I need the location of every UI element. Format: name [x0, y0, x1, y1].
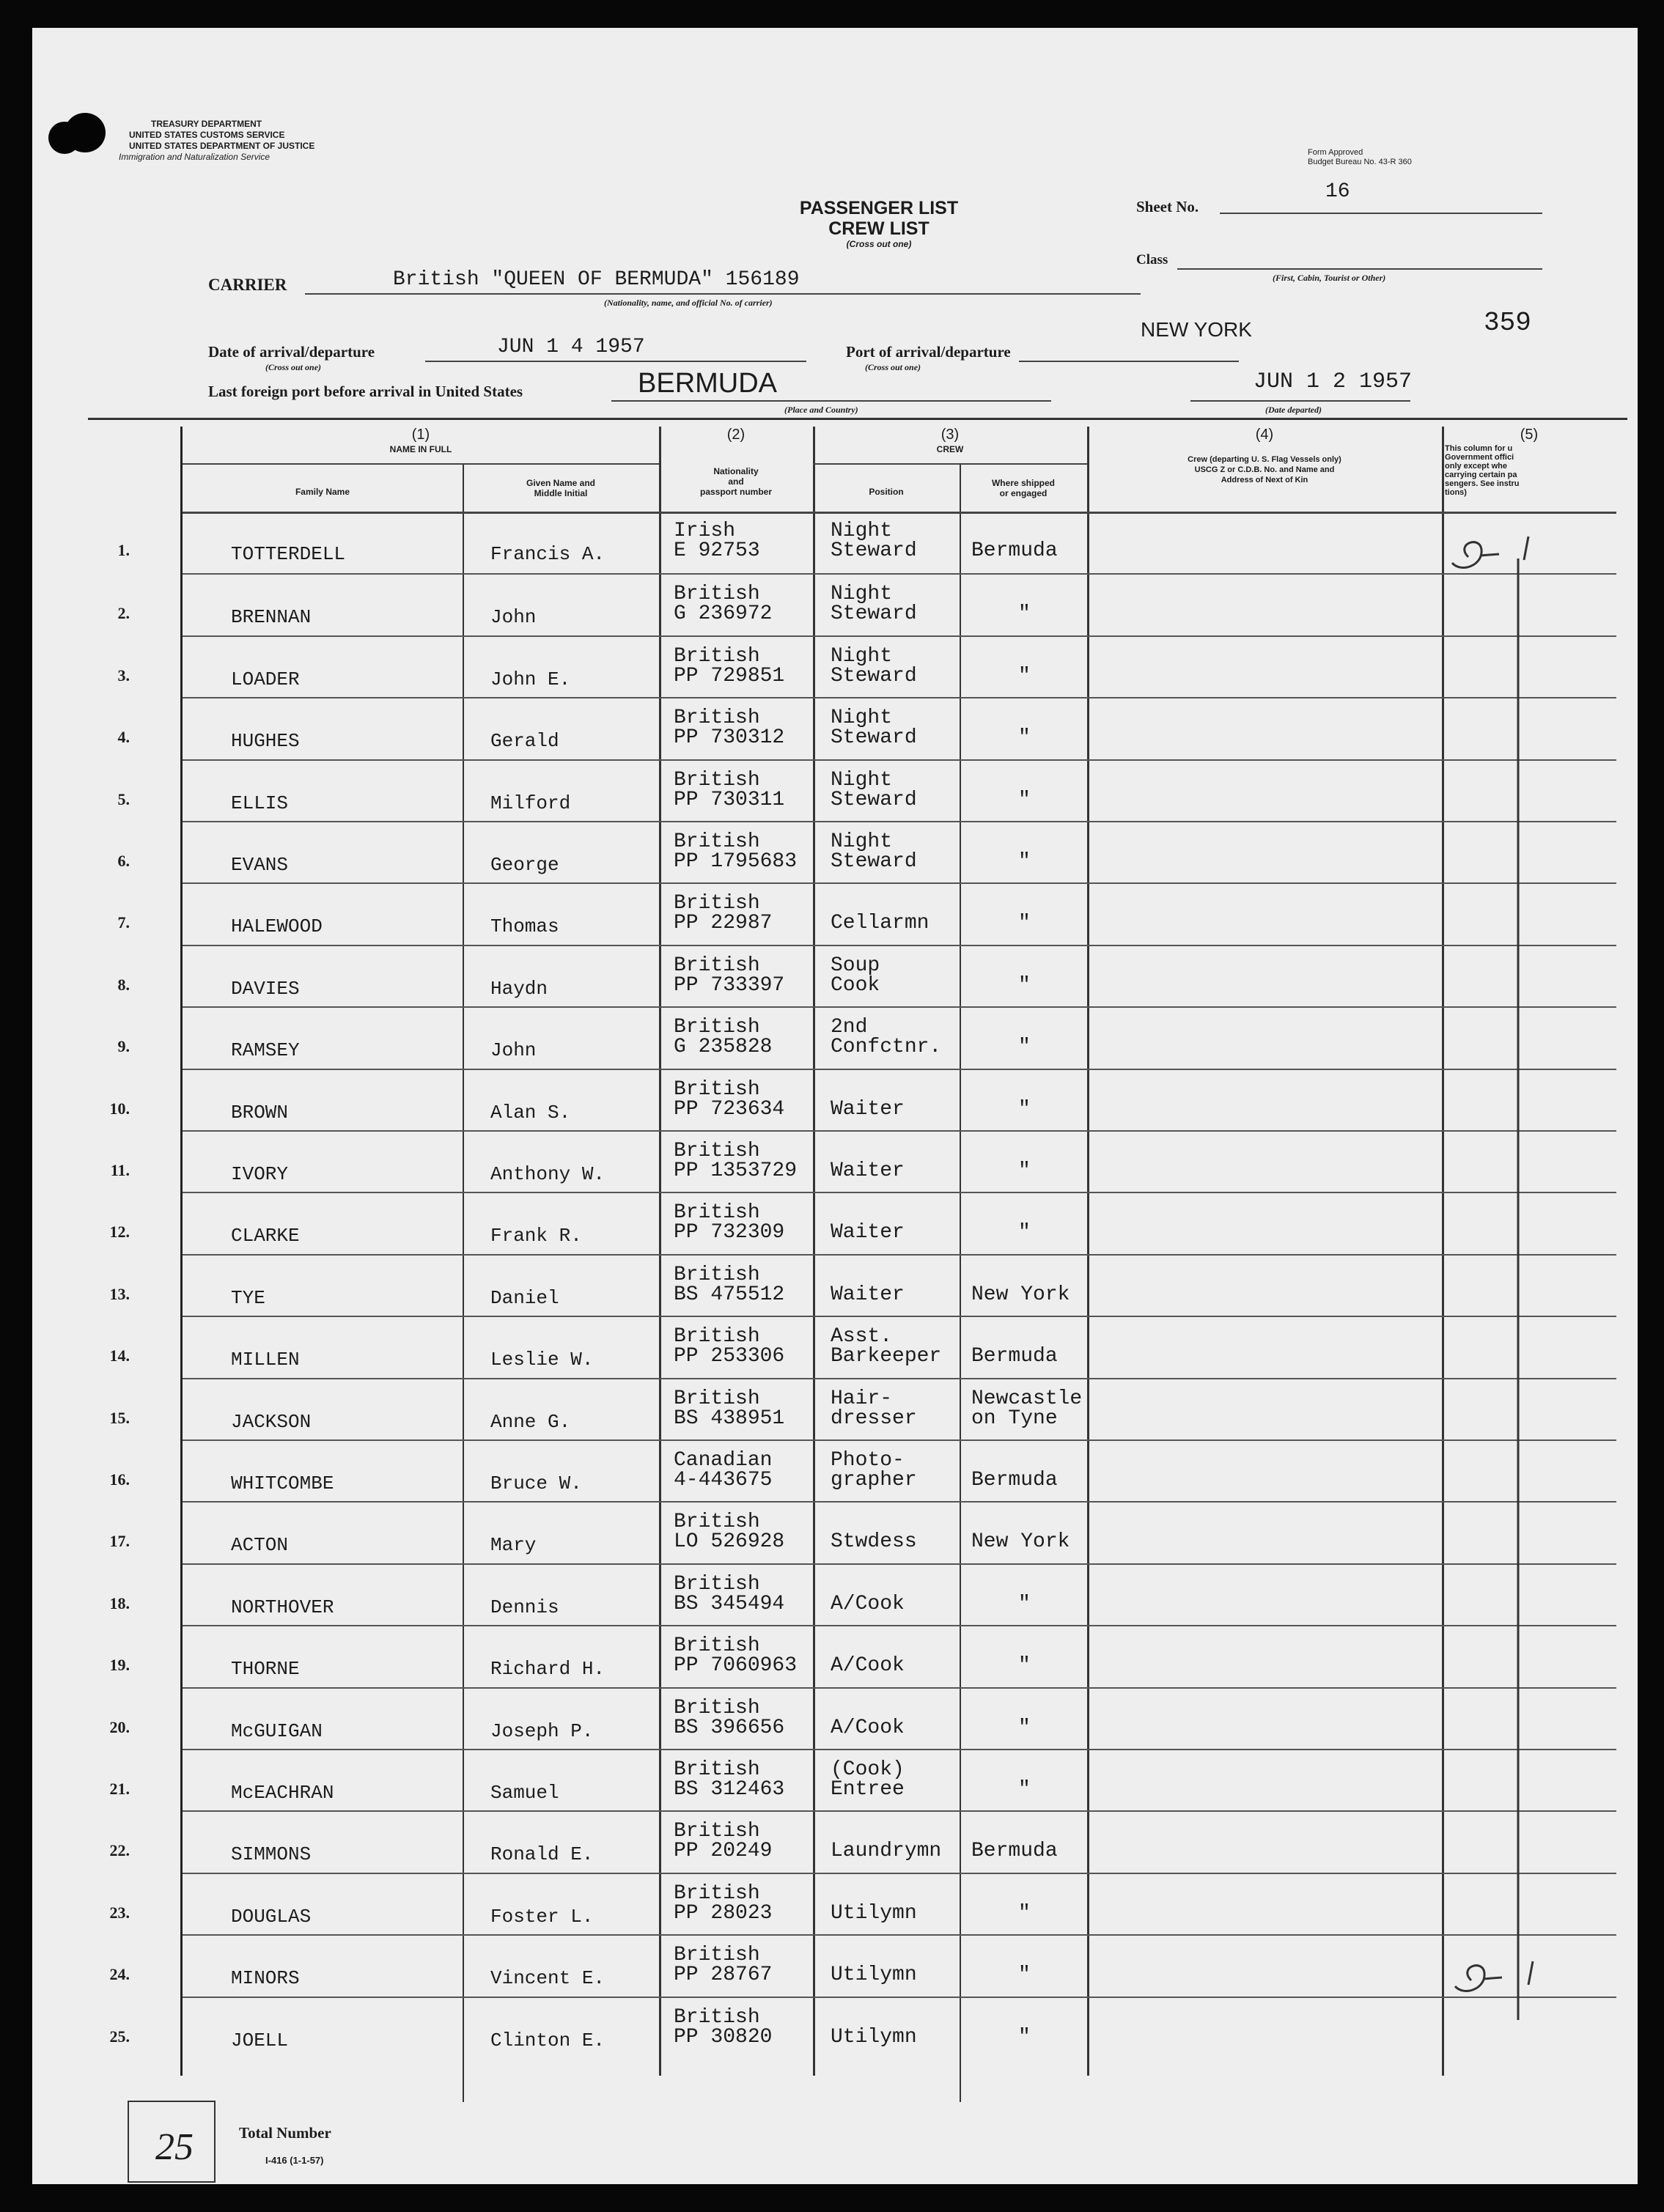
cell-family: THORNE: [231, 1658, 300, 1681]
row-number: 4.: [117, 728, 130, 747]
cell-pos: Night: [831, 768, 893, 792]
cell-where: ": [1018, 1654, 1031, 1678]
cell-pos: Waiter: [831, 1221, 905, 1245]
table-row: [109, 1563, 1616, 1626]
cell-nat: British: [674, 1201, 760, 1225]
row-number: 22.: [109, 1841, 130, 1860]
family-name-header: Family Name: [295, 487, 350, 497]
cell-pos: Night: [831, 520, 893, 542]
header-divider: [813, 463, 1087, 465]
sheet-number: 16: [1325, 180, 1350, 203]
cell-nat: British: [674, 768, 760, 792]
cell-where: ": [1018, 726, 1031, 750]
agency-line: UNITED STATES DEPARTMENT OF JUSTICE: [129, 141, 315, 151]
column-number: (5): [1520, 427, 1539, 443]
table-row: [109, 1749, 1616, 1812]
last-port-value: BERMUDA: [638, 368, 778, 399]
cell-given: John E.: [490, 668, 571, 690]
cell-pp: PP 730311: [674, 788, 785, 811]
row-number: 12.: [109, 1223, 130, 1242]
agency-header: [76, 119, 314, 163]
cell-given: Milford: [490, 792, 571, 814]
cell-given: Anthony W.: [490, 1163, 605, 1185]
cell-pp: LO 526928: [674, 1530, 785, 1554]
where-shipped-header: [960, 478, 1087, 498]
row-number: 23.: [109, 1903, 130, 1922]
column-number: (3): [940, 427, 960, 443]
row-number: 19.: [109, 1656, 130, 1675]
cell-nat: British: [674, 830, 760, 853]
given-name-header-line: Given Name and: [526, 478, 596, 488]
cell-pos: A/Cook: [831, 1654, 905, 1678]
agency-line: TREASURY DEPARTMENT: [151, 119, 262, 129]
cell-pp: G 236972: [674, 602, 773, 626]
sheet-label: Sheet No.: [1136, 198, 1199, 215]
header-divider: [183, 463, 659, 465]
cell-family: NORTHOVER: [231, 1596, 334, 1618]
row-number: 3.: [117, 666, 130, 685]
cell-family: IVORY: [231, 1163, 289, 1185]
cell-where: ": [1018, 1964, 1031, 1987]
cell-pp: PP 20249: [674, 1840, 773, 1863]
cell-pos: Confctnr.: [831, 1036, 942, 1059]
table-row: [109, 1687, 1616, 1750]
cell-given: Alan S.: [490, 1101, 571, 1124]
date-underline: [425, 361, 806, 362]
cell-pp: 4-443675: [674, 1469, 773, 1492]
cell-nat: British: [674, 1944, 760, 1967]
cell-family: MILLEN: [231, 1349, 300, 1371]
row-number: 25.: [109, 2027, 130, 2046]
date-departed-note: (Date departed): [1265, 405, 1322, 415]
cell-pos: A/Cook: [831, 1716, 905, 1739]
last-port-label: Last foreign port before arrival in United States: [208, 383, 523, 400]
cell-given: Haydn: [490, 977, 548, 1000]
cell-pos: Night: [831, 830, 893, 853]
cell-pos: Steward: [831, 602, 917, 626]
cell-nat: British: [674, 1387, 760, 1410]
cell-where: ": [1018, 788, 1031, 811]
cell-where: ": [1018, 850, 1031, 873]
crew-header: CREW: [936, 444, 964, 454]
cell-nat: British: [674, 1511, 760, 1534]
nationality-header: [659, 466, 813, 497]
government-use-header-line: Government offici: [1445, 453, 1514, 462]
table-row: [109, 1810, 1616, 1873]
cell-given: Joseph P.: [490, 1719, 594, 1742]
cell-pp: PP 732309: [674, 1221, 785, 1245]
form-id: I-416 (1-1-57): [265, 2155, 324, 2166]
cell-nat: British: [674, 1881, 760, 1905]
cell-pp: PP 1353729: [674, 1160, 798, 1182]
table-row: [117, 512, 1616, 573]
cell-family: MINORS: [231, 1967, 300, 1990]
form-approved-line: Form Approved: [1308, 148, 1363, 157]
nationality-header-line: passport number: [699, 487, 772, 497]
cell-given: Gerald: [490, 730, 559, 753]
cell-where: ": [1018, 664, 1031, 687]
cell-pp: PP 28767: [674, 1964, 773, 1987]
cell-pos: grapher: [831, 1469, 917, 1492]
carrier-underline: [305, 293, 1141, 295]
cell-pos: Steward: [831, 850, 917, 873]
cell-pos: Soup: [831, 954, 880, 977]
cell-pp: PP 729851: [674, 664, 785, 687]
cell-where: ": [1018, 2025, 1031, 2049]
port-note: (Cross out one): [865, 362, 921, 372]
cell-where: Newcastle: [971, 1387, 1083, 1410]
cell-given: Frank R.: [490, 1225, 582, 1247]
row-number: 6.: [117, 852, 130, 870]
cell-where: Bermuda: [971, 1469, 1058, 1492]
row-number: 11.: [110, 1161, 130, 1179]
table-row: [109, 1625, 1616, 1688]
date-departed-value: JUN 1 2 1957: [1253, 369, 1413, 394]
government-use-header-line: tions): [1445, 488, 1467, 497]
cell-pp: BS 312463: [674, 1778, 785, 1801]
cell-nat: British: [674, 1820, 760, 1843]
cell-given: Bruce W.: [490, 1472, 582, 1494]
carrier-label: CARRIER: [208, 276, 287, 294]
cell-given: Vincent E.: [490, 1967, 605, 1990]
cell-pp: PP 28023: [674, 1901, 773, 1925]
cell-family: ELLIS: [231, 792, 289, 814]
table-row: [109, 1439, 1616, 1503]
row-number: 16.: [109, 1470, 130, 1489]
cell-family: LOADER: [231, 668, 300, 690]
cell-nat: British: [674, 2005, 760, 2029]
cell-family: HALEWOOD: [231, 915, 323, 938]
cell-pos: Night: [831, 583, 893, 606]
cell-pp: PP 1795683: [674, 850, 798, 873]
cell-nat: British: [674, 1016, 760, 1039]
row-number: 8.: [117, 975, 130, 994]
table-row: [117, 635, 1616, 698]
cell-nat: British: [674, 1572, 760, 1596]
table-row: [109, 1997, 1616, 2060]
date-note: (Cross out one): [265, 362, 322, 372]
form-approved-note: [1308, 148, 1412, 167]
cell-nat: British: [674, 707, 760, 730]
table-row: [109, 1254, 1616, 1317]
cell-pp: BS 396656: [674, 1716, 785, 1739]
cell-family: JACKSON: [231, 1410, 312, 1433]
list-title: [795, 198, 963, 249]
cell-given: Clinton E.: [490, 2029, 605, 2051]
name-in-full-header: NAME IN FULL: [389, 444, 452, 454]
cell-pp: PP 253306: [674, 1345, 785, 1368]
cell-pp: PP 7060963: [674, 1654, 798, 1678]
cell-where: ": [1018, 1901, 1031, 1925]
nationality-header-line: and: [728, 476, 744, 487]
cell-family: SIMMONS: [231, 1843, 312, 1866]
cell-family: McEACHRAN: [231, 1782, 334, 1804]
cell-family: BRENNAN: [231, 606, 312, 629]
table-row: [109, 1501, 1616, 1564]
cell-given: Leslie W.: [490, 1349, 594, 1371]
cell-pos: Waiter: [831, 1283, 905, 1306]
cell-pos: Night: [831, 707, 893, 730]
cell-pp: PP 730312: [674, 726, 785, 750]
cell-pos: Utilymn: [831, 1901, 917, 1925]
table-row: [117, 882, 1616, 945]
crew-list-title: CREW LIST: [828, 218, 929, 239]
cell-where: ": [1018, 1778, 1031, 1801]
table-row: [109, 1378, 1616, 1441]
cell-where: New York: [971, 1283, 1070, 1306]
cell-where: ": [1018, 1221, 1031, 1245]
passenger-list-title: PASSENGER LIST: [799, 198, 959, 218]
cell-where: on Tyne: [971, 1407, 1058, 1430]
cell-given: Anne G.: [490, 1410, 571, 1433]
cell-family: RAMSEY: [231, 1039, 300, 1062]
cell-nat: British: [674, 892, 760, 915]
cell-nat: British: [674, 954, 760, 977]
port-underline: [1019, 361, 1239, 362]
cell-nat: British: [674, 1325, 760, 1349]
cell-pp: BS 475512: [674, 1283, 785, 1306]
cell-pos: Cellarmn: [831, 912, 929, 935]
cell-pp: PP 22987: [674, 912, 773, 935]
date-value: JUN 1 4 1957: [497, 336, 645, 358]
next-of-kin-header: [1087, 454, 1442, 485]
cell-family: WHITCOMBE: [231, 1472, 334, 1494]
cell-given: Francis A.: [490, 543, 605, 565]
given-name-header-line: Middle Initial: [534, 488, 588, 498]
cell-pos: Steward: [831, 664, 917, 687]
cell-pos: Cook: [831, 973, 880, 997]
cell-nat: British: [674, 583, 760, 606]
row-number: 24.: [109, 1965, 130, 1984]
table-row: [109, 1316, 1616, 1379]
cell-where: ": [1018, 973, 1031, 997]
where-shipped-header-line: Where shipped: [991, 478, 1055, 488]
cell-pos: Utilymn: [831, 2025, 917, 2049]
table-row: [110, 1130, 1616, 1193]
cell-where: ": [1018, 1097, 1031, 1121]
cell-pp: BS 438951: [674, 1407, 785, 1430]
cell-given: Dennis: [490, 1596, 559, 1618]
cell-pos: Hair-: [831, 1387, 893, 1410]
row-number: 9.: [117, 1037, 130, 1056]
given-name-header: [463, 478, 659, 498]
carrier-note: (Nationality, name, and official No. of carrier): [604, 298, 773, 308]
cell-pos: A/Cook: [831, 1592, 905, 1615]
cell-family: McGUIGAN: [231, 1719, 323, 1742]
table-row: [109, 1873, 1616, 1936]
crew-table: [109, 427, 1616, 2076]
total-number-label: Total Number: [239, 2124, 331, 2142]
cell-nat: British: [674, 1758, 760, 1781]
cell-where: ": [1018, 912, 1031, 935]
cell-family: TOTTERDELL: [231, 543, 346, 565]
date-label: Date of arrival/departure: [208, 343, 375, 361]
government-use-header-line: This column for u: [1445, 444, 1513, 453]
cell-nat: Irish: [674, 520, 736, 542]
cell-pp: BS 345494: [674, 1592, 785, 1615]
cell-pp: PP 723634: [674, 1097, 785, 1121]
cell-given: Samuel: [490, 1782, 559, 1804]
cell-pos: Steward: [831, 539, 917, 562]
cell-pos: Waiter: [831, 1097, 905, 1121]
row-number: 21.: [109, 1780, 130, 1798]
table-row: [117, 759, 1616, 822]
table-row: [117, 697, 1616, 760]
government-use-header-line: sengers. See instru: [1445, 479, 1520, 488]
carrier-value: British "QUEEN OF BERMUDA" 156189: [393, 268, 800, 291]
port-value: NEW YORK: [1141, 318, 1252, 341]
cell-family: CLARKE: [231, 1225, 300, 1247]
cell-family: JOELL: [231, 2029, 289, 2051]
cell-given: Mary: [490, 1534, 537, 1557]
port-label: Port of arrival/departure: [846, 343, 1011, 361]
cell-pos: Night: [831, 644, 893, 668]
column-number: (1): [411, 427, 430, 443]
departed-underline: [1190, 400, 1410, 402]
cell-pos: Asst.: [831, 1325, 893, 1349]
table-row: [117, 1006, 1616, 1069]
cell-pos: Waiter: [831, 1160, 905, 1182]
last-port-underline: [611, 400, 1051, 402]
row-number: 17.: [109, 1532, 130, 1551]
cell-family: BROWN: [231, 1101, 289, 1124]
next-of-kin-header-line: Crew (departing U. S. Flag Vessels only): [1188, 455, 1341, 464]
cell-pos: Utilymn: [831, 1964, 917, 1987]
cell-where: New York: [971, 1530, 1070, 1554]
where-shipped-header-line: or engaged: [999, 488, 1048, 498]
cell-family: DAVIES: [231, 977, 300, 1000]
cell-where: ": [1018, 1036, 1031, 1059]
cell-where: ": [1018, 1716, 1031, 1739]
header-rule: [88, 418, 1627, 420]
table-row: [117, 821, 1616, 884]
cell-given: Daniel: [490, 1286, 559, 1309]
table-row: [117, 945, 1616, 1008]
cell-pos: dresser: [831, 1407, 917, 1430]
table-row: [109, 1192, 1616, 1255]
cell-pp: G 235828: [674, 1036, 773, 1059]
verification-marks: [1442, 522, 1618, 2083]
cell-pp: PP 30820: [674, 2025, 773, 2049]
next-of-kin-header-line: Address of Next of Kin: [1221, 476, 1308, 484]
nationality-header-line: Nationality: [713, 466, 759, 476]
row-number: 20.: [109, 1717, 130, 1736]
cross-out-note: (Cross out one): [846, 239, 912, 249]
cell-where: ": [1018, 1160, 1031, 1182]
cell-family: TYE: [231, 1286, 265, 1309]
stamp-number: 359: [1484, 308, 1531, 338]
total-number-value: 25: [155, 2126, 194, 2168]
cell-given: George: [490, 854, 559, 876]
row-number: 18.: [109, 1593, 130, 1612]
cell-nat: British: [674, 1634, 760, 1658]
cell-given: Richard H.: [490, 1658, 605, 1681]
cell-given: Foster L.: [490, 1905, 594, 1928]
cell-family: HUGHES: [231, 730, 300, 753]
cell-family: DOUGLAS: [231, 1905, 312, 1928]
column-number: (2): [726, 427, 746, 443]
cell-nat: British: [674, 644, 760, 668]
table-row: [117, 573, 1616, 636]
cell-pp: E 92753: [674, 539, 760, 562]
row-number: 2.: [117, 604, 130, 623]
document-page: [32, 28, 1638, 2184]
row-number: 7.: [117, 913, 130, 932]
cell-given: Ronald E.: [490, 1843, 594, 1866]
class-note: (First, Cabin, Tourist or Other): [1273, 273, 1386, 283]
next-of-kin-header-line: USCG Z or C.D.B. No. and Name and: [1194, 465, 1335, 474]
government-use-header-line: only except whe: [1445, 462, 1507, 471]
cell-where: Bermuda: [971, 1345, 1058, 1368]
cell-pos: Stwdess: [831, 1530, 917, 1554]
cell-nat: British: [674, 1140, 760, 1162]
cell-pos: (Cook): [831, 1758, 905, 1781]
cell-nat: British: [674, 1696, 760, 1719]
government-use-header: [1445, 444, 1619, 497]
last-port-note: (Place and Country): [784, 405, 858, 415]
cell-pos: Laundrymn: [831, 1840, 942, 1863]
cell-pos: Steward: [831, 788, 917, 811]
row-number: 15.: [109, 1408, 130, 1427]
row-number: 13.: [109, 1284, 130, 1303]
cell-nat: British: [674, 1263, 760, 1286]
cell-given: Thomas: [490, 915, 559, 938]
cell-where: Bermuda: [971, 539, 1058, 562]
cell-pos: Barkeeper: [831, 1345, 942, 1368]
table-row: [109, 1934, 1616, 1997]
agency-line: UNITED STATES CUSTOMS SERVICE: [129, 130, 285, 140]
cell-nat: Canadian: [674, 1449, 773, 1472]
cell-pos: Entree: [831, 1778, 905, 1801]
cell-family: ACTON: [231, 1534, 289, 1557]
row-number: 1.: [117, 541, 130, 559]
cell-family: EVANS: [231, 854, 289, 876]
cell-pos: Photo-: [831, 1449, 905, 1472]
cell-nat: British: [674, 1077, 760, 1101]
cell-where: ": [1018, 1592, 1031, 1615]
row-number: 5.: [117, 789, 130, 808]
row-number: 14.: [109, 1346, 130, 1365]
row-number: 10.: [109, 1099, 130, 1118]
position-header: Position: [869, 487, 904, 497]
cell-pp: PP 733397: [674, 973, 785, 997]
cell-pos: 2nd: [831, 1016, 868, 1039]
column-number: (4): [1255, 427, 1274, 443]
class-underline: [1177, 268, 1542, 270]
cell-where: ": [1018, 602, 1031, 626]
government-use-header-line: carrying certain pa: [1445, 471, 1517, 479]
table-row: [109, 1069, 1616, 1132]
cell-given: John: [490, 606, 537, 629]
class-label: Class: [1136, 252, 1168, 268]
cell-pos: Steward: [831, 726, 917, 750]
budget-bureau-line: Budget Bureau No. 43-R 360: [1308, 158, 1412, 166]
agency-line: Immigration and Naturalization Service: [119, 152, 270, 162]
sheet-underline: [1220, 213, 1542, 214]
cell-given: John: [490, 1039, 537, 1062]
cell-where: Bermuda: [971, 1840, 1058, 1863]
